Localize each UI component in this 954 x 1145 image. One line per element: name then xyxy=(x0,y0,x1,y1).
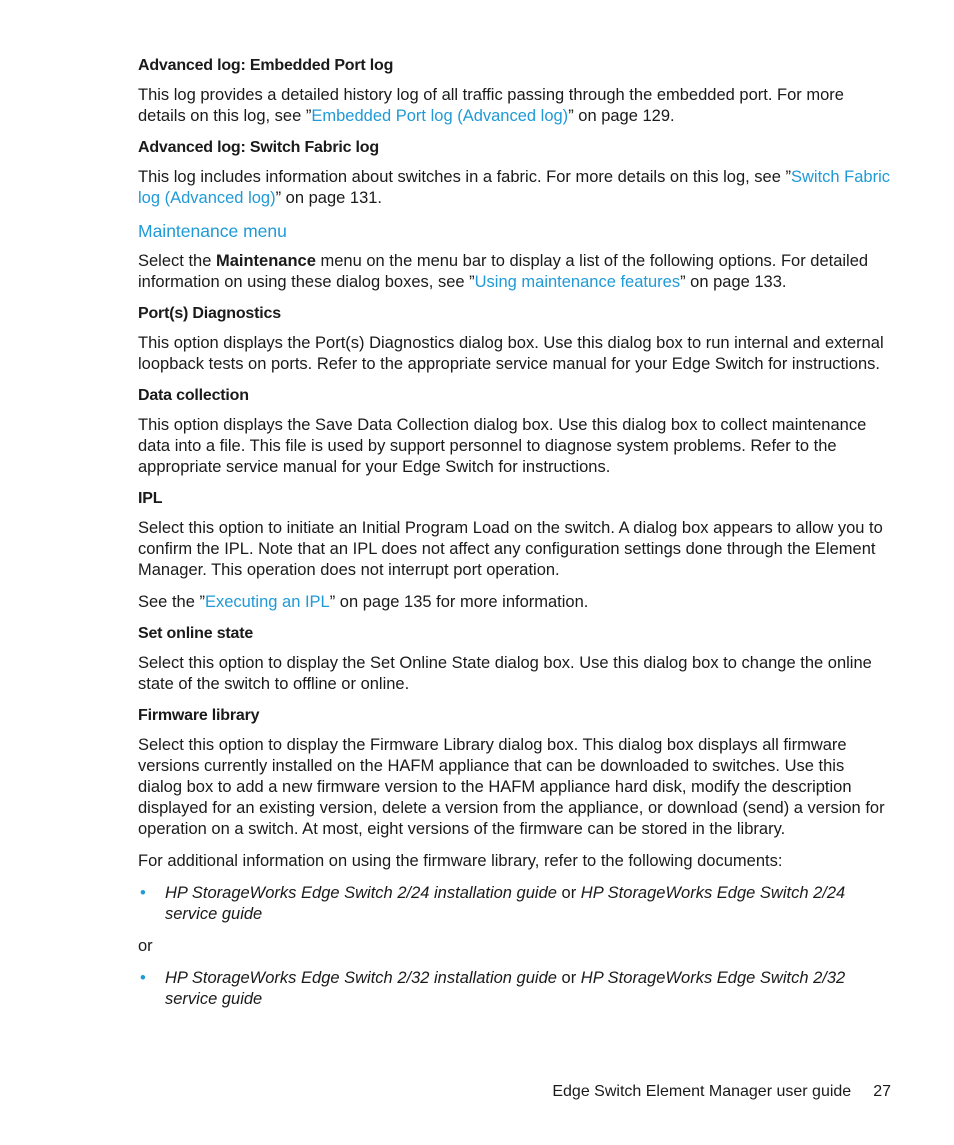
document-page xyxy=(138,56,890,1021)
heading-data-collection: Data collection xyxy=(138,387,249,404)
text: ” on page 135 for more information. xyxy=(329,593,589,611)
link-embedded-port-log[interactable]: Embedded Port log (Advanced log) xyxy=(311,107,569,125)
paragraph-firmware-additional: For additional information on using the firmware library, refer to the following documents: xyxy=(138,852,783,870)
text: ” on page 129. xyxy=(568,107,675,125)
text: ” on page 133. xyxy=(680,273,787,291)
link-switch-fabric-log[interactable]: Switch Fabric log (Advanced log) xyxy=(138,168,891,207)
text: Select the xyxy=(138,252,216,270)
paragraph-data-collection: This option displays the Save Data Collection dialog box. Use this dialog box to collect maintenance data into a file. This file is used by support personnel to diagnose system problems. Refer to the appropriate service manual for your Edge Switch for instructions. xyxy=(138,416,867,476)
doc-title: HP StorageWorks Edge Switch 2/24 service guide xyxy=(165,884,846,923)
ui-label-maintenance: Maintenance xyxy=(215,252,316,270)
text: This log provides a detailed history log of all traffic passing through the embedded port. For more details on this log, see ” xyxy=(138,86,844,125)
doc-title: HP StorageWorks Edge Switch 2/32 service guide xyxy=(165,969,846,1008)
paragraph-embedded-port-log xyxy=(138,85,890,127)
bullet-icon: • xyxy=(140,969,146,987)
doc-title: HP StorageWorks Edge Switch 2/32 installation guide xyxy=(165,969,557,987)
paragraph-ipl: Select this option to initiate an Initial Program Load on the switch. A dialog box appears to allow you to confirm the IPL. Note that an IPL does not affect any configuration settings done through the Element Manager. This operation does not interrupt port operation. xyxy=(138,519,883,579)
bullet-icon: • xyxy=(140,884,146,902)
link-executing-an-ipl[interactable]: Executing an IPL xyxy=(204,593,330,611)
paragraph-ipl-see xyxy=(138,592,890,613)
paragraph-switch-fabric-log xyxy=(138,167,890,209)
heading-embedded-port-log: Advanced log: Embedded Port log xyxy=(138,57,394,74)
page-number: 27 xyxy=(873,1083,891,1100)
link-using-maintenance-features[interactable]: Using maintenance features xyxy=(474,273,681,291)
list-item xyxy=(138,968,890,1010)
heading-switch-fabric-log: Advanced log: Switch Fabric log xyxy=(138,139,379,156)
paragraph-maintenance-menu xyxy=(138,251,890,293)
page-footer xyxy=(552,1082,891,1102)
heading-maintenance-menu: Maintenance menu xyxy=(138,221,287,241)
paragraph-set-online-state: Select this option to display the Set Online State dialog box. Use this dialog box to change the online state of the switch to offline or online. xyxy=(138,654,872,693)
heading-port-diagnostics: Port(s) Diagnostics xyxy=(138,305,281,322)
text: menu on the menu bar to display a list of the following options. For detailed information on using these dialog boxes, see ” xyxy=(138,252,869,291)
text: See the ” xyxy=(138,593,205,611)
text: ” on page 131. xyxy=(275,189,383,207)
footer-title: Edge Switch Element Manager user guide xyxy=(552,1083,852,1100)
or-line: or xyxy=(138,937,153,955)
paragraph-firmware-library: Select this option to display the Firmware Library dialog box. This dialog box displays all firmware versions currently installed on the HAFM appliance that can be downloaded to switches. Use this dialog box to add a new firmware version to the HAFM appliance hard disk, modify the description displayed for an existing version, delete a version from the appliance, or download (send) a version for operation on a switch. At most, eight versions of the firmware can be stored in the library. xyxy=(138,736,885,838)
list-item xyxy=(138,883,890,925)
doc-title: HP StorageWorks Edge Switch 2/24 installation guide xyxy=(165,884,557,902)
text: or xyxy=(556,969,581,987)
heading-ipl: IPL xyxy=(138,490,163,507)
paragraph-port-diagnostics: This option displays the Port(s) Diagnostics dialog box. Use this dialog box to run internal and external loopback tests on ports. Refer to the appropriate service manual for your Edge Switch for instructions. xyxy=(138,334,884,373)
heading-set-online-state: Set online state xyxy=(138,625,254,642)
text: This log includes information about switches in a fabric. For more details on this log, see ” xyxy=(138,168,791,186)
heading-firmware-library: Firmware library xyxy=(138,707,260,724)
text: or xyxy=(556,884,581,902)
